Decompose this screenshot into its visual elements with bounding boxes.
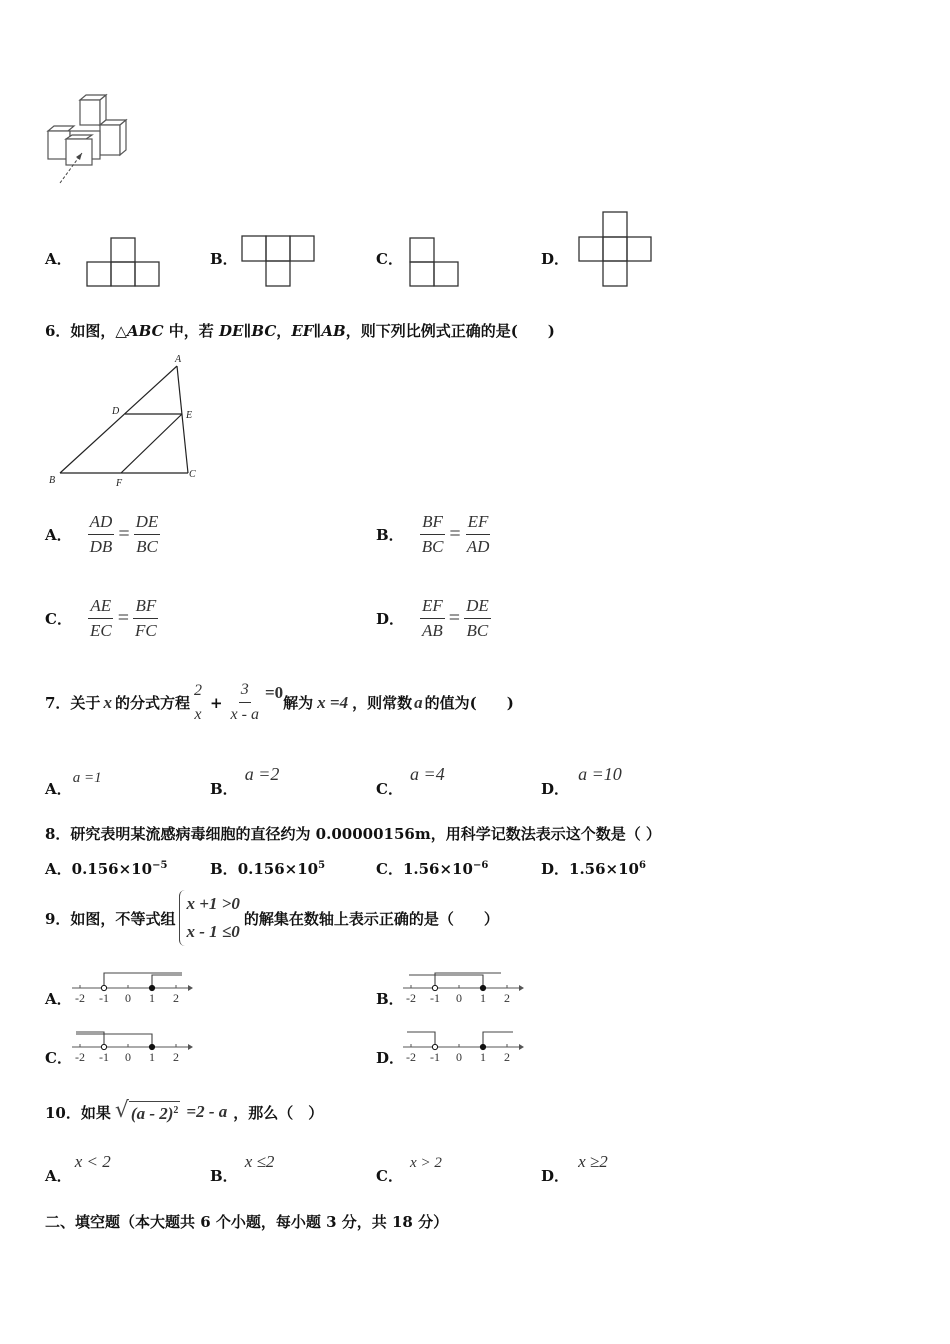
q6-d-den1: AB: [422, 621, 443, 640]
nl-d-tick-label: 1: [480, 1050, 486, 1064]
q7-option-a[interactable]: [45, 766, 102, 798]
q10-option-d-letter: D．: [541, 1167, 570, 1185]
q8-option-b[interactable]: B．$0.156\times 10^5$: [210, 860, 326, 878]
nl-b-tick-label: 0: [456, 991, 462, 1005]
q9-prompt: 9．如图，不等式组 x +1 >0 x - 1 ≤0 的解集在数轴上表示正确的是（ ）: [45, 890, 499, 946]
q7-option-c-value: a =4: [410, 764, 445, 784]
nl-c-tick-label: -2: [75, 1050, 85, 1064]
q9-option-b-letter[interactable]: B．: [376, 990, 404, 1008]
q5-option-c-figure[interactable]: [409, 237, 461, 289]
q6-d-num1: EF: [420, 594, 445, 619]
q10-option-c-value: x > 2: [410, 1155, 442, 1171]
q6-b-num1: BF: [420, 510, 445, 535]
nl-b-arrow-icon: [519, 985, 524, 991]
q7-prompt: 7．关于 x 的分式方程 2 x + $\frac{3}{x - a}$ =0 解为 x =4 ，则常数 a 的值为( ): [45, 678, 514, 727]
nl-a-tick-label: -2: [75, 991, 85, 1005]
q5-option-b-label[interactable]: B．: [210, 250, 238, 268]
nl-b-tick-label: 2: [504, 991, 510, 1005]
q10-option-b-value: x ≤2: [244, 1152, 275, 1171]
q5-option-a-label[interactable]: A．: [45, 250, 72, 268]
nl-a-tick-label: -1: [99, 991, 109, 1005]
q6-c-num2: BF: [133, 594, 158, 619]
nl-d-point: [480, 1044, 485, 1049]
q6-prompt: 6．如图，△ABC 中，若 DE∥BC，EF∥AB，则下列比例式正确的是( ): [45, 322, 555, 340]
q9-option-c-letter[interactable]: C．: [45, 1049, 72, 1067]
q6-c-num1: AE: [88, 594, 113, 619]
q9-option-a-letter[interactable]: A．: [45, 990, 72, 1008]
q9-option-c-numberline[interactable]: [70, 1025, 195, 1067]
q5-option-b-figure[interactable]: [241, 235, 316, 289]
q9-option-d-numberline[interactable]: [401, 1025, 526, 1067]
q6-a-den1: DB: [89, 537, 113, 556]
q7-option-b[interactable]: [210, 764, 280, 798]
q7-option-a-letter: A．: [45, 780, 72, 798]
q9-option-a-numberline[interactable]: [70, 966, 195, 1008]
q8-option-d[interactable]: D．$1.56\times 10^6$: [541, 860, 646, 878]
q10-option-d[interactable]: [541, 1151, 608, 1185]
sqrt-expression: √ (a - 2)$^2$: [114, 1098, 179, 1123]
q6-label-a: A: [175, 354, 182, 365]
q7-option-c-letter: C．: [376, 780, 403, 798]
nl-d-ray: [483, 1032, 513, 1047]
nl-d-point: [432, 1044, 437, 1049]
q6-b-eq: =: [449, 523, 461, 545]
q6-option-a[interactable]: [45, 510, 160, 559]
q6-a-den2: BC: [136, 537, 158, 556]
q6-option-d[interactable]: [376, 594, 491, 643]
nl-c-tick-label: 0: [125, 1050, 131, 1064]
q6-option-c-letter: C．: [45, 610, 72, 628]
nl-d-tick-label: 0: [456, 1050, 462, 1064]
q10-option-c-letter: C．: [376, 1167, 403, 1185]
q8-prompt: 8．研究表明某流感病毒细胞的直径约为 0.00000156m，用科学记数法表示这个数是（ ）: [45, 825, 661, 843]
q8-option-a[interactable]: A．$0.156\times 10^{-5}$: [45, 860, 168, 878]
q10-prompt: 10．如果 √ (a - 2)$^2$ =2 - a ，那么（ ）: [45, 1098, 324, 1123]
q6-triangle-figure: [45, 352, 205, 492]
q6-d-den2: BC: [466, 621, 489, 640]
q6-b-num2: EF: [466, 510, 491, 535]
nl-d-tick-label: 2: [504, 1050, 510, 1064]
q10-option-a[interactable]: [45, 1151, 111, 1185]
q6-label-d: D: [112, 406, 120, 417]
q6-option-b[interactable]: [376, 510, 491, 559]
q6-d-num2: DE: [464, 594, 491, 619]
q6-option-c[interactable]: [45, 594, 159, 643]
nl-c-tick-label: 2: [173, 1050, 179, 1064]
q9-option-b-numberline[interactable]: [401, 966, 526, 1008]
nl-a-tick-label: 2: [173, 991, 179, 1005]
nl-c-arrow-icon: [188, 1044, 193, 1050]
nl-c-ray: [76, 1034, 152, 1047]
q7-option-d-letter: D．: [541, 780, 570, 798]
nl-b-tick-label: -1: [430, 991, 440, 1005]
q6-b-den2: AD: [466, 537, 490, 556]
q10-option-c[interactable]: [376, 1151, 442, 1185]
q6-label-c: C: [189, 469, 196, 480]
q6-a-eq: =: [118, 523, 130, 545]
q9-option-d-letter[interactable]: D．: [376, 1049, 405, 1067]
nl-b-ray: [409, 975, 483, 988]
q6-label-b: B: [49, 475, 56, 486]
q6-c-eq: =: [117, 607, 129, 629]
nl-b-tick-label: 1: [480, 991, 486, 1005]
nl-c-tick-label: -1: [99, 1050, 109, 1064]
nl-a-arrow-icon: [188, 985, 193, 991]
nl-d-arrow-icon: [519, 1044, 524, 1050]
q6-option-b-letter: B．: [376, 526, 404, 544]
q5-option-c-label[interactable]: C．: [376, 250, 403, 268]
nl-a-tick-label: 0: [125, 991, 131, 1005]
q7-option-d-value: a =10: [578, 764, 622, 784]
q10-option-a-letter: A．: [45, 1167, 72, 1185]
q6-option-a-letter: A．: [45, 526, 72, 544]
q10-option-d-value: x ≥2: [578, 1152, 608, 1171]
nl-c-tick-label: 1: [149, 1050, 155, 1064]
nl-a-ray: [152, 975, 182, 988]
q10-option-b-letter: B．: [210, 1167, 238, 1185]
q7-option-d[interactable]: [541, 764, 622, 798]
q6-d-eq: =: [448, 607, 461, 629]
q6-option-d-letter: D．: [376, 610, 405, 628]
nl-a-point: [149, 985, 154, 990]
nl-c-point: [101, 1044, 106, 1049]
q6-a-num1: AD: [88, 510, 115, 535]
q8-option-c[interactable]: C．$1.56\times 10^{-6}$: [376, 860, 489, 878]
q6-a-num2: DE: [134, 510, 161, 535]
q7-option-b-value: a =2: [244, 764, 280, 784]
q5-option-a-figure[interactable]: [86, 237, 161, 289]
nl-a-tick-label: 1: [149, 991, 155, 1005]
nl-b-point: [480, 985, 485, 990]
q6-c-den2: FC: [134, 621, 157, 640]
q6-c-den1: EC: [89, 621, 112, 640]
nl-d-tick-label: -1: [430, 1050, 440, 1064]
q10-option-a-value: x < 2: [74, 1152, 111, 1171]
nl-b-point: [432, 985, 437, 990]
q6-label-f: F: [116, 478, 123, 489]
section-2-title: 二、填空题（本大题共 6 个小题，每小题 3 分，共 18 分）: [45, 1213, 449, 1231]
nl-c-point: [149, 1044, 154, 1049]
q10-option-b[interactable]: [210, 1151, 275, 1185]
q5-option-d-figure[interactable]: [578, 211, 654, 289]
nl-d-tick-label: -2: [406, 1050, 416, 1064]
inequality-system: x +1 >0 x - 1 ≤0: [179, 890, 239, 946]
q6-b-den1: BC: [421, 537, 444, 556]
q6-label-e: E: [186, 410, 193, 421]
nl-b-tick-label: -2: [406, 991, 416, 1005]
q7-option-a-value: a =1: [72, 770, 102, 786]
q7-option-c[interactable]: [376, 764, 445, 798]
cube-solid-figure: [40, 95, 140, 190]
nl-a-point: [101, 985, 106, 990]
q7-option-b-letter: B．: [210, 780, 238, 798]
q5-option-d-label[interactable]: D．: [541, 250, 570, 268]
